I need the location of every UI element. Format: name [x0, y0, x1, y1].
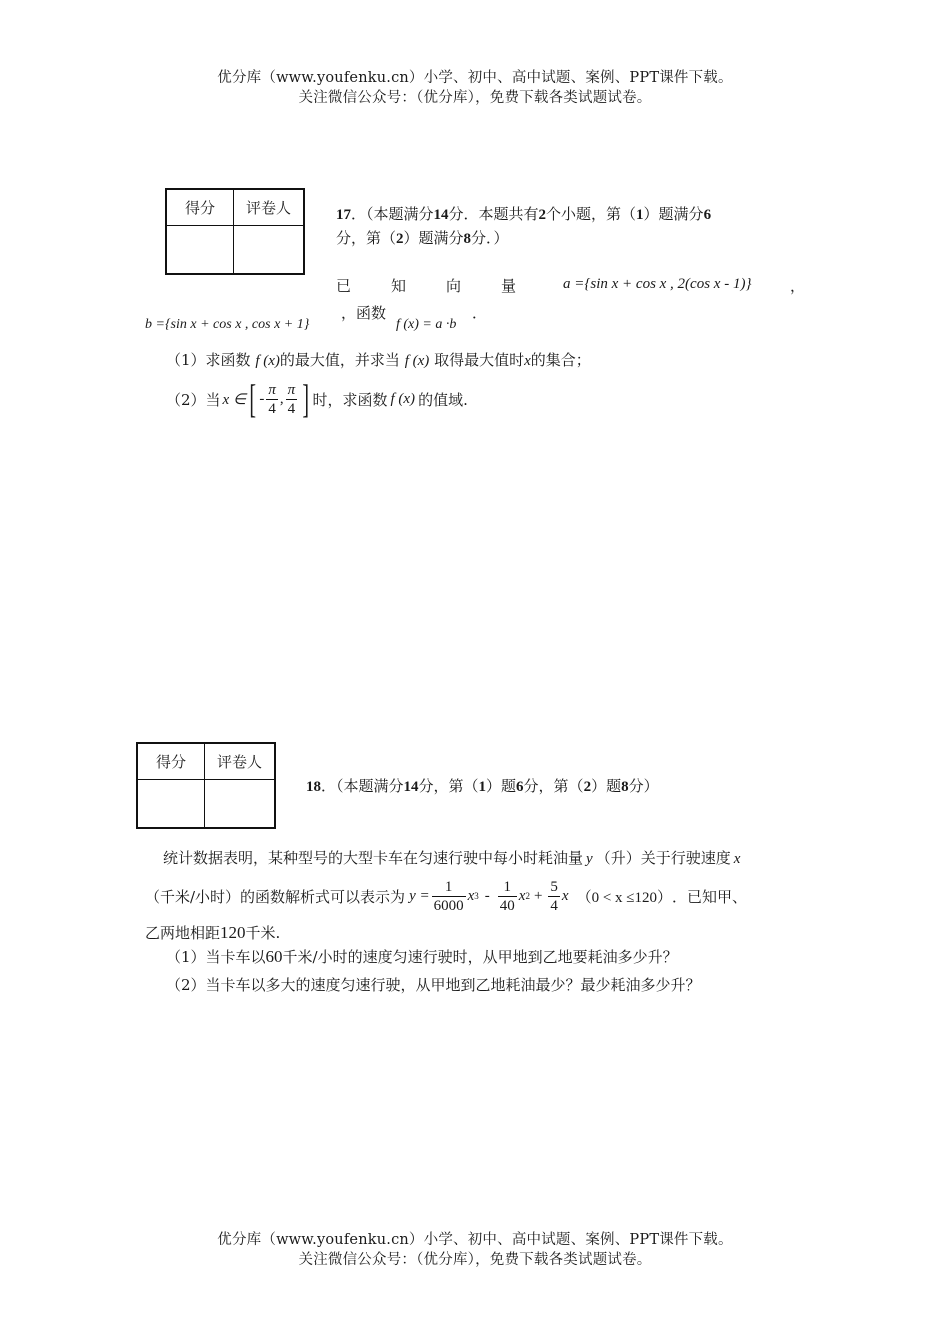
q17-sub1-d: 的集合； — [530, 351, 591, 369]
q18-para2 — [145, 874, 747, 918]
q18-sub1 — [166, 946, 678, 967]
grader-cell — [205, 779, 276, 828]
frac-num: π — [268, 381, 276, 398]
frac-den: 4 — [550, 897, 558, 914]
q17-sub1 — [166, 349, 591, 370]
q17-intro-a: ．（本题满分 — [351, 205, 434, 223]
footer-line-1: 优分库（www.youfenku.cn）小学、初中、高中试题、案例、PPT课件下载。 — [217, 1232, 733, 1248]
q18-part2-score: 8 — [621, 779, 629, 795]
q17-sub1-a: （1）求函数 — [166, 351, 251, 369]
q18-intro-a: ．（本题满分 — [321, 777, 404, 795]
interval-left-bracket: [ — [249, 376, 257, 421]
q17-sub1-x: x — [524, 353, 531, 369]
q18-sub1-b: 千米/小时的速度匀速行驶时，从甲地到乙地要耗油多少升？ — [282, 948, 678, 966]
q17-part1: 1 — [636, 207, 644, 223]
q17-intro-d: ）题满分 — [643, 205, 704, 223]
q18-exp3: 3 — [474, 891, 479, 901]
q17-sub1-c: 取得最大值时 — [434, 351, 525, 369]
q18-x: x — [733, 851, 741, 867]
score-table-q17 — [165, 188, 305, 275]
q17-comma: ， — [790, 277, 806, 295]
q18-eq-y: y = — [409, 887, 430, 904]
q17-sub1-fx-2: f (x) — [404, 353, 430, 369]
q17-sub2-in: x ∈ — [222, 391, 247, 408]
q17-sub2: （2）当 x ∈ [ - $\frac{\pi}{4}$ , $\frac{\pi}{4}$ ] 时，求函数 f (x) 的值域. — [166, 376, 468, 421]
q18-x-squared: x — [518, 887, 526, 904]
frac-num: 1 — [432, 878, 466, 897]
q18-minus: - — [484, 887, 490, 904]
q17-frac-2 — [286, 381, 298, 418]
q17-vector-a: a ={sin x + cos x , 2(cos x - 1)} — [563, 276, 752, 292]
q18-speed: 60 — [265, 947, 283, 966]
q17-score: 14 — [433, 207, 449, 223]
q18-heading — [306, 775, 659, 796]
q18-frac-40 — [498, 878, 517, 915]
frac-num: 1 — [498, 878, 517, 897]
score-table-q18 — [136, 742, 276, 829]
q18-number: 18 — [306, 779, 321, 795]
q17-sub1-b: 的最大值，并求当 — [279, 351, 400, 369]
frac-den: 6000 — [433, 897, 464, 914]
q18-para2-b: ．已知甲、 — [672, 887, 748, 906]
q18-part1: 1 — [478, 779, 487, 795]
q17-heading-line2 — [336, 227, 509, 248]
q18-distance: 120 — [220, 923, 246, 942]
q18-y: y — [586, 851, 593, 867]
q18-para2-a: （千米/小时）的函数解析式可以表示为 — [145, 887, 406, 906]
q18-para3 — [145, 922, 280, 943]
q18-intro-c: ）题 — [486, 777, 517, 795]
interval-right-bracket: ] — [302, 376, 310, 421]
frac-num: π — [287, 381, 296, 398]
q17-sub2-c: 的值域. — [418, 390, 468, 409]
q17-intro-b: 分．本题共有 — [448, 205, 539, 223]
footer-line-2: 关注微信公众号：（优分库），免费下载各类试题试卷。 — [298, 1252, 652, 1268]
frac-den: 4 — [268, 400, 276, 417]
q18-frac-6000 — [432, 878, 466, 915]
q18-exp2: 2 — [525, 891, 530, 901]
frac-den: 40 — [499, 897, 515, 914]
q17-part2-score: 8 — [463, 231, 472, 247]
q18-para1 — [163, 847, 740, 868]
q18-range: （0 < x ≤120） — [576, 889, 673, 906]
q17-vector-b: b ={sin x + cos x , cos x + 1} — [145, 317, 310, 332]
q18-sub1-a: （1）当卡车以 — [166, 948, 266, 966]
grader-header: 评卷人 — [205, 743, 276, 779]
q18-para3-b: 千米. — [245, 924, 281, 942]
q17-sub2-b: 时，求函数 — [312, 390, 388, 409]
q18-part2: 2 — [583, 779, 592, 795]
score-cell — [166, 225, 234, 274]
score-header: 得分 — [166, 189, 234, 225]
q18-para1-b: （升）关于行驶速度 — [595, 849, 731, 867]
q17-sub2-fx: f (x) — [390, 390, 416, 407]
q17-frac-1 — [266, 381, 278, 418]
q18-intro-e: ）题 — [591, 777, 622, 795]
q18-score: 14 — [403, 779, 419, 795]
header-line-2: 关注微信公众号：（优分库），免费下载各类试题试卷。 — [298, 90, 652, 106]
q17-sub2-a: （2）当 — [166, 390, 221, 409]
q18-para3-a: 乙两地相距 — [145, 924, 221, 942]
q18-intro-d: 分，第（ — [523, 777, 584, 795]
q17-line2-c: 分．） — [471, 229, 509, 247]
q18-x-cubed: x — [467, 887, 475, 904]
q18-intro-b: 分，第（ — [418, 777, 479, 795]
q17-number: 17 — [336, 207, 351, 223]
q18-part1-score: 6 — [516, 779, 524, 795]
frac-den: 4 — [287, 400, 296, 417]
q17-function: f (x) = a ·b — [396, 317, 457, 332]
q17-heading — [336, 203, 711, 224]
q18-plus: + — [533, 887, 543, 904]
q17-part2: 2 — [396, 231, 404, 247]
q17-func-label: ，函数 — [341, 304, 387, 322]
score-cell — [137, 779, 205, 828]
q17-given: 已知向量 — [336, 277, 557, 295]
q18-para1-a: 统计数据表明，某种型号的大型卡车在匀速行驶中每小时耗油量 — [163, 849, 584, 867]
q17-sub2-minus: - — [259, 390, 265, 407]
q17-line2-a: 分，第（ — [336, 229, 397, 247]
q17-period: ． — [472, 304, 488, 322]
q18-x-linear: x — [561, 887, 569, 904]
q17-count: 2 — [538, 207, 547, 223]
header-line-1: 优分库（www.youfenku.cn）小学、初中、高中试题、案例、PPT课件下载。 — [217, 70, 733, 86]
q17-intro-c: 个小题，第（ — [546, 205, 637, 223]
q18-frac-5-4 — [548, 878, 560, 915]
q18-sub2: （2）当卡车以多大的速度匀速行驶，从甲地到乙地耗油最少？最少耗油多少升？ — [166, 976, 701, 994]
q17-sub1-fx: f (x) — [255, 353, 280, 369]
q18-intro-f: 分） — [628, 777, 659, 795]
q17-line2-b: ）题满分 — [403, 229, 464, 247]
frac-num: 5 — [550, 878, 558, 895]
score-header: 得分 — [137, 743, 205, 779]
q17-part1-score: 6 — [703, 207, 712, 223]
grader-header: 评卷人 — [234, 189, 305, 225]
grader-cell — [234, 225, 305, 274]
